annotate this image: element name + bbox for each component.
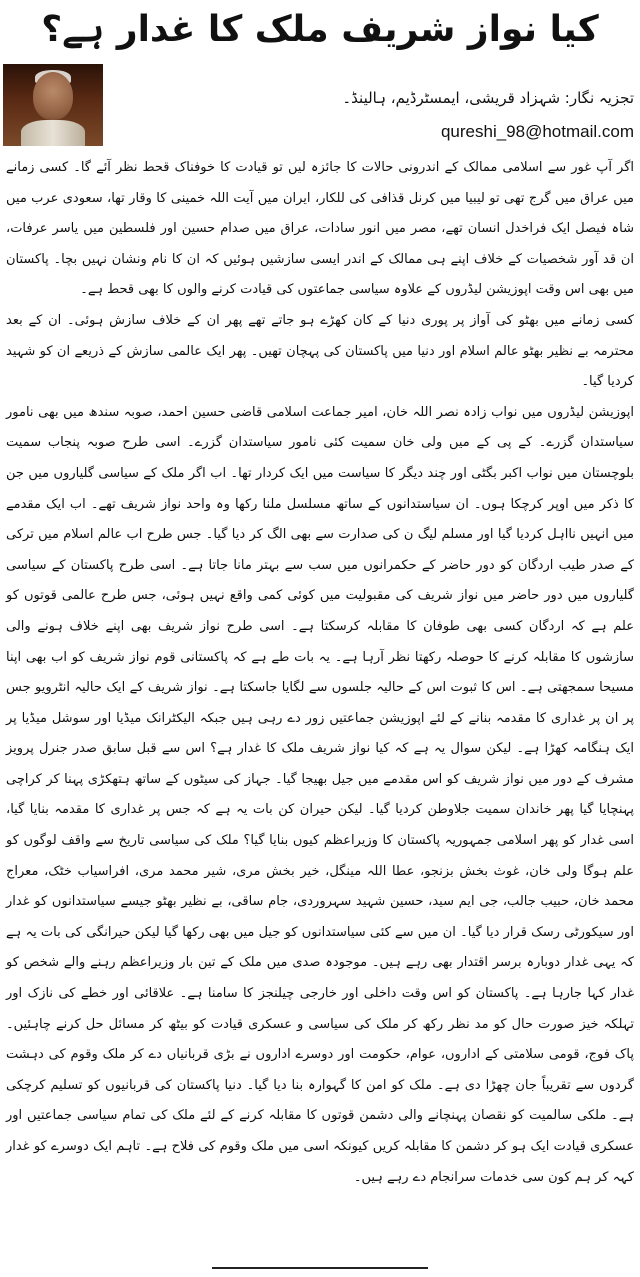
- article-paragraph-1: اگر آپ غور سے اسلامی ممالک کے اندرونی حالات کا جائزہ لیں تو قیادت کا خوفناک قحط نظر آئے گا۔ کسی زمانے میں عراق میں گرج تھی تو لیبیا میں کرنل قذافی کی للکار، ایران میں آیت اللہ خمینی کا وقار تھا، سعودی عرب میں شاہ فیصل ایک فراخدل انسان تھے، مصر میں انور سادات، عراق میں صدام حسین اور فلسطین میں یاسر عرفات، ان قد آور شخصیات کے خلاف اپنے ہی ممالک کے اندر ایسی سازشیں ہوئیں کہ ان کا نام ونشان نہیں بچا۔ پاکستان میں بھی اس وقت اپوزیشن لیڈروں کے علاوہ سیاسی جماعتوں کی قیادت کرنے والوں کا بھی قحط ہے۔: [6, 160, 634, 298]
- author-photo-face: [33, 72, 73, 120]
- author-email-link[interactable]: qureshi_98@hotmail.com: [440, 122, 634, 141]
- article-body: [6, 153, 634, 1193]
- article-paragraph-3: اپوزیشن لیڈروں میں نواب زادہ نصر اللہ خان، امیر جماعت اسلامی قاضی حسین احمد، صوبہ سندھ میں بھی نامور سیاستدان گزرے۔ کے پی کے میں ولی خان سمیت کئی نامور سیاستدان گزرے۔ اسی طرح صوبہ پنجاب سمیت بلوچستان میں نواب اکبر بگٹی اور چند دیگر کا سیاست میں ایک کردار تھا۔ اب اگر ملک کے سیاسی گلیاروں میں جن کا ذکر میں اوپر کرچکا ہوں۔ ان سیاستدانوں کے ساتھ مسلسل ملنا رکھا وہ واحد نواز شریف تھے۔ اب ایک مقدمے میں انہیں نااہل کردیا گیا اور مسلم لیگ ن کی صدارت سے بھی الگ کر دیا گیا۔ جس طرح اب عالم اسلام میں ترکی کے صدر طیب اردگان کو دور حاضر کے حکمرانوں میں سب سے بہتر مانا جاتا ہے۔ اسی طرح پاکستان کے سیاسی گلیاروں میں دور حاضر میں نواز شریف کی مقبولیت میں کوئی کمی واقع نہیں ہوئی، جس طرح عالمی قوتوں کو علم ہے کہ اردگان کسی بھی طوفان کا مقابلہ کرسکتا ہے۔ اسی طرح نواز شریف بھی اپنے خلاف ہونے والی سازشوں کا مقابلہ کرنے کا حوصلہ رکھتا نظر آرہا ہے۔ یہ بات طے ہے کہ پاکستانی قوم نواز شریف کو اب بھی اپنا مسیحا سمجھتی ہے۔ اس کا ثبوت اس کے حالیہ جلسوں سے لگایا جاسکتا ہے۔ نواز شریف کے ایک حالیہ انٹرویو جس پر ان پر غداری کا مقدمہ بنانے کے لئے اپوزیشن جماعتیں زور دے رہی ہیں جبکہ الیکٹرانک میڈیا اور سوشل میڈیا پر ایک ہنگامہ کھڑا ہے۔ لیکن سوال یہ ہے کہ کیا نواز شریف ملک کا غدار ہے؟ اس سے قبل سابق صدر جنرل پرویز مشرف کے دور میں نواز شریف کو اس مقدمے میں جیل بھیجا گیا۔ جہاز کی سیٹوں کے ساتھ ہتھکڑی پہنا کر کراچی پہنچایا گیا پھر خاندان سمیت جلاوطن کردیا گیا۔ لیکن حیران کن بات یہ ہے کہ جس پر غداری کا مقدمہ بنایا گیا، اسی غدار کو پھر اسلامی جمہوریہ پاکستان کا وزیراعظم کیوں بنایا گیا؟ ملک کی سیاسی تاریخ سے واقف لوگوں کو علم ہوگا ولی خان، غوث بخش بزنجو، عطا اللہ مینگل، خیر بخش مری، شیر محمد مری، افراسیاب خٹک، معراج محمد خان، حبیب جالب، جی ایم سید، حسین شہید سہروردی، جام ساقی، بے نظیر بھٹو جیسے سیاستدانوں کو غدار اور سیکورٹی رسک قرار دیا گیا۔ ان میں سے کئی سیاستدانوں کو جیل میں بھی رکھا گیا لیکن حیرانگی کی بات یہ ہے کہ یہی غدار دوبارہ برسر اقتدار بھی رہے ہیں۔ موجودہ صدی میں ملک کے تین بار وزیراعظم رہنے والے شخص کو غدار کہا جارہا ہے۔ پاکستان کو اس وقت داخلی اور خارجی چیلنجز کا سامنا ہے۔ علاقائی اور خطے کی نازک اور تہلکہ خیز صورت حال کو مد نظر رکھ کر ملک کی سیاسی و عسکری قیادت کو بیٹھ کر مسائل حل کرنے چاہئیں۔ پاک فوج، قومی سلامتی کے اداروں، عوام، حکومت اور دوسرے اداروں نے بڑی قربانیاں دے کر ملک وقوم کی دہشت گردوں سے تقریباً جان چھڑا دی ہے۔ ملک کو امن کا گہوارہ بنا دیا گیا۔ دنیا پاکستان کی قربانیوں کو تسلیم کرچکی ہے۔ ملکی سالمیت کو نقصان پہنچانے والی دشمن قوتوں کا مقابلہ کرنے کے لئے ملک کی تمام سیاسی جماعتیں اور عسکری قیادت ایک ہو کر دشمن کا مقابلہ کریں کیونکہ اسی میں ملک وقوم کی فلاح ہے۔ تاہم ایک دوسرے کو غدار کہہ کر ہم کون سی خدمات سرانجام دے رہے ہیں۔: [6, 404, 634, 1185]
- author-photo: [3, 64, 103, 146]
- article-end-divider: [212, 1267, 428, 1269]
- article-paragraph-2: کسی زمانے میں بھٹو کی آواز پر پوری دنیا کے کان کھڑے ہو جاتے تھے پھر ان کے خلاف سازش ہوئی۔ ان کے بعد محترمہ بے نظیر بھٹو عالم اسلام اور دنیا میں پاکستان کی پہچان تھیں۔ پھر ایک عالمی سازش کے ذریعے ان کو شہید کردیا گیا۔: [6, 312, 634, 390]
- article-headline: کیا نواز شریف ملک کا غدار ہے؟: [41, 9, 599, 50]
- author-byline: تجزیہ نگار: شہزاد قریشی، ایمسٹرڈیم، ہالینڈ۔: [342, 89, 634, 107]
- author-photo-shirt: [21, 120, 85, 146]
